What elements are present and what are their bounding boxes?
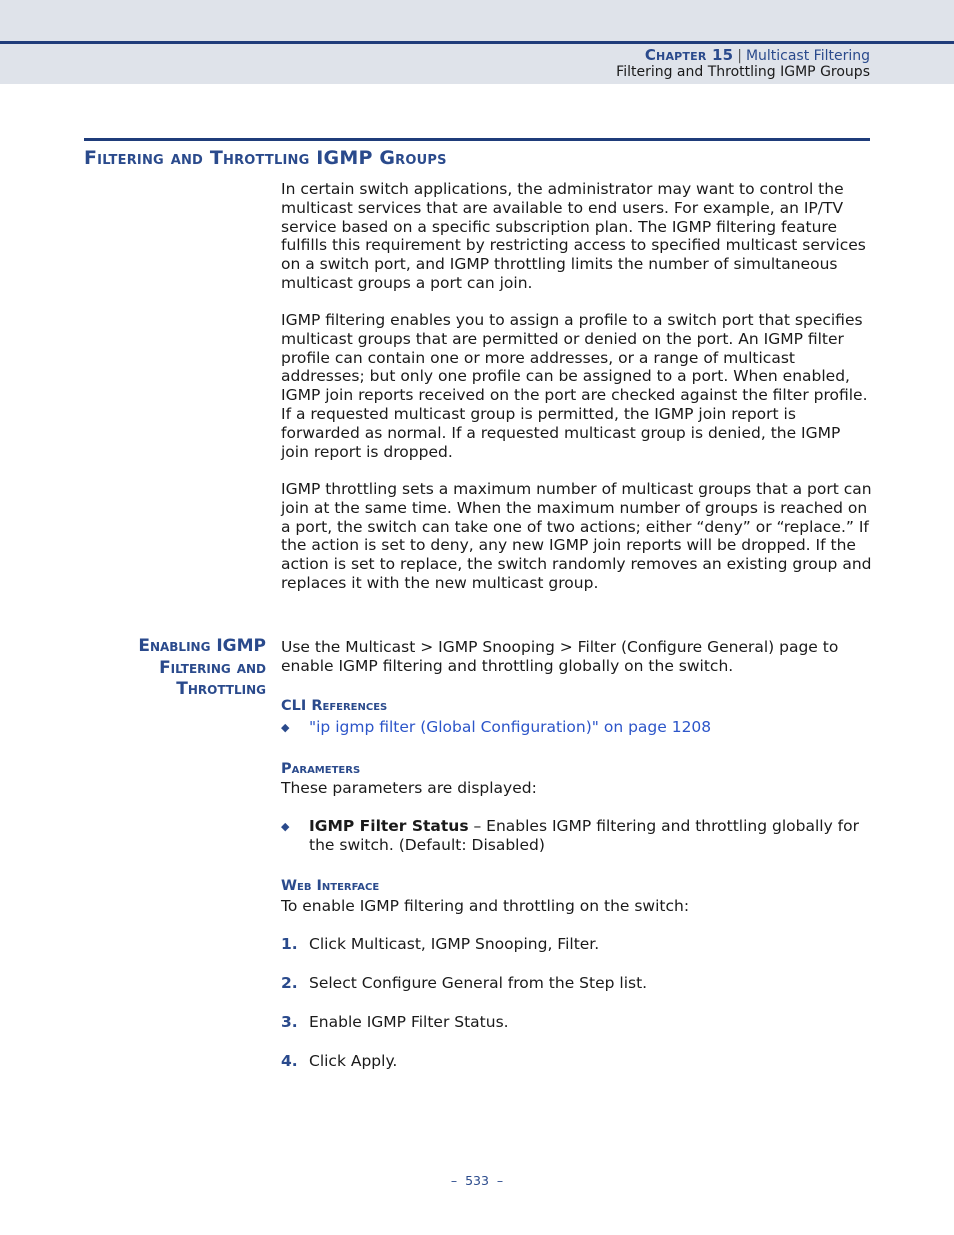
step-number: 1.	[281, 935, 298, 953]
step-number: 4.	[281, 1052, 298, 1070]
parameter-item	[309, 817, 873, 855]
footer-dash: –	[450, 1173, 458, 1188]
header-rule	[0, 41, 954, 44]
parameters-intro: These parameters are displayed:	[281, 779, 537, 797]
web-interface-heading: Web Interface	[281, 878, 380, 894]
subsection-intro: Use the Multicast > IGMP Snooping > Filter (Configure General) page to enable IGMP filtering and throttling globally on the switch.	[281, 638, 839, 675]
subsection-heading-line: Enabling IGMP	[138, 636, 266, 656]
body-paragraph: IGMP filtering enables you to assign a profile to a switch port that specifies multicast groups that are permitted or denied on the port. An IGMP filter profile can contain one or more addresses, or a range of multicast addresses; but only one profile can be assigned to a port. When enabled, IGMP join reports received on the port are checked against the filter profile. If a requested multicast group is permitted, the IGMP join report is forwarded as normal. If a requested multicast group is denied, the IGMP join report is dropped.	[281, 311, 868, 461]
chapter-title: Multicast Filtering	[745, 48, 870, 64]
web-interface-intro: To enable IGMP filtering and throttling on the switch:	[281, 897, 690, 915]
section-rule	[84, 138, 870, 141]
running-header-section: Filtering and Throttling IGMP Groups	[616, 64, 870, 80]
section-title: Filtering and Throttling IGMP Groups	[84, 147, 447, 169]
body-paragraph: IGMP throttling sets a maximum number of multicast groups that a port can join at the same time. When the maximum number of groups is reached on a port, the switch can take one of two actions; either “deny” or “replace.” If the action is set to deny, any new IGMP join reports will be dropped. If the action is set to replace, the switch randomly removes an existing group and replaces it with the new multicast group.	[281, 480, 872, 592]
parameters-heading: Parameters	[281, 761, 361, 777]
diamond-bullet-icon: ◆	[281, 721, 290, 734]
step-number: 2.	[281, 974, 298, 992]
step-text: Click Multicast, IGMP Snooping, Filter.	[309, 935, 600, 953]
subsection-heading-line: Filtering and	[159, 657, 266, 678]
header-separator: |	[737, 48, 742, 64]
step-text: Click Apply.	[309, 1052, 398, 1070]
page-footer	[0, 1173, 954, 1188]
running-header-chapter	[645, 46, 870, 64]
footer-dash: –	[496, 1173, 504, 1188]
parameter-description: – Enables IGMP filtering and throttling globally for the switch. (Default: Disabled)	[309, 817, 859, 854]
subsection-heading	[138, 636, 266, 701]
cli-references-heading: CLI References	[281, 698, 388, 714]
parameter-name: IGMP Filter Status	[309, 817, 469, 835]
diamond-bullet-icon: ◆	[281, 820, 290, 833]
page-number: 533	[465, 1173, 489, 1188]
subsection-heading-line: Throttling	[176, 679, 266, 699]
step-text: Enable IGMP Filter Status.	[309, 1013, 509, 1031]
chapter-number: Chapter 15	[644, 46, 734, 64]
step-text: Select Configure General from the Step list.	[309, 974, 648, 992]
body-paragraph: In certain switch applications, the administrator may want to control the multicast services that are available to end users. For example, an IP/TV service based on a specific subscription plan. The IGMP filtering feature fulfills this requirement by restricting access to specified multicast services on a switch port, and IGMP throttling limits the number of simultaneous multicast groups a port can join.	[281, 180, 866, 292]
step-number: 3.	[281, 1013, 298, 1031]
cli-reference-link[interactable]: "ip igmp filter (Global Configuration)" on page 1208	[309, 718, 712, 736]
